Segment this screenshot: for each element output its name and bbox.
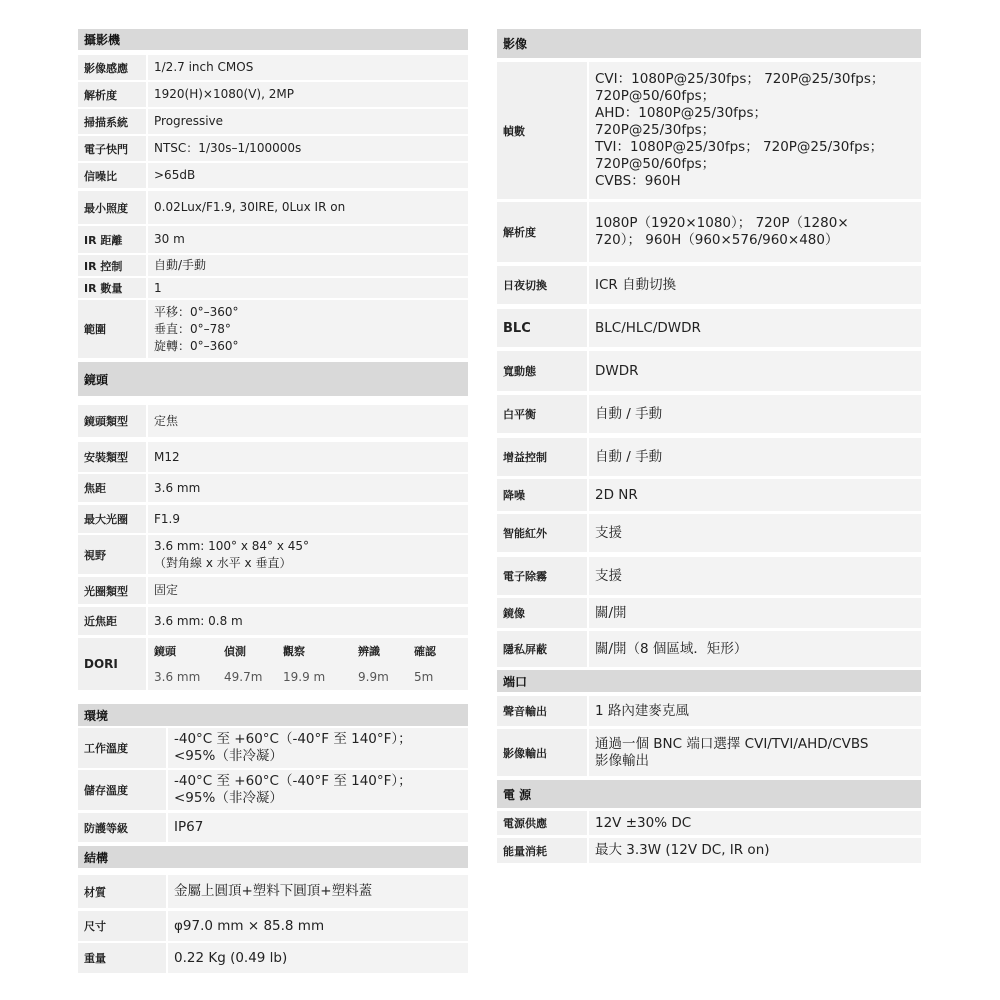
spec-value: 30 m [148,226,468,253]
spec-value: 自動/手動 [148,255,468,276]
dori-value-cell: 9.9m [358,669,389,684]
spec-row [497,557,921,595]
spec-value: 1 [148,278,468,298]
spec-label: 尺寸 [78,911,166,941]
spec-label: 影像輸出 [497,729,587,776]
spec-value: -40°C 至 +60°C（-40°F 至 140°F）； <95%（非冷凝） [168,728,468,768]
dori-value-cell: 3.6 mm [154,669,201,684]
spec-label: 解析度 [497,202,587,262]
spec-label: 近焦距 [78,607,146,635]
spec-row [497,729,921,776]
spec-label: 儲存溫度 [78,770,166,810]
spec-value: 3.6 mm: 100° x 84° x 45° （對角線 x 水平 x 垂直） [148,535,468,574]
spec-value: 關/開 [589,598,921,628]
spec-label: 智能紅外 [497,514,587,552]
spec-label: 焦距 [78,474,146,502]
spec-value: BLC/HLC/DWDR [589,309,921,347]
spec-label: 光圈類型 [78,577,146,604]
spec-label: 電子除霧 [497,557,587,595]
spec-row [497,351,921,391]
section-header-environment: 環境 [78,704,468,726]
spec-label: 掃描系統 [78,109,146,134]
spec-value: 0.22 Kg (0.49 lb) [168,943,468,973]
dori-header-cell: 偵測 [224,644,246,658]
spec-row [497,598,921,628]
section-header-lens: 鏡頭 [78,362,468,396]
spec-value: 12V ±30% DC [589,811,921,835]
section-header-ports: 端口 [497,670,921,692]
spec-row [497,811,921,835]
spec-label: 降噪 [497,479,587,511]
spec-label: 聲音輸出 [497,696,587,726]
spec-row [497,395,921,433]
spec-row [497,309,921,347]
spec-value: NTSC：1/30s–1/100000s [148,136,468,161]
spec-label: IR 數量 [78,278,146,298]
spec-value: 3.6 mm: 0.8 m [148,607,468,635]
dori-value-cell: 19.9 m [283,669,326,684]
spec-label: 重量 [78,943,166,973]
spec-label: 影像感應 [78,55,146,80]
spec-value: 1920(H)×1080(V), 2MP [148,82,468,107]
spec-label: 材質 [78,875,166,908]
spec-value: 關/開（8 個區域．矩形） [589,631,921,667]
spec-label: 最小照度 [78,191,146,224]
spec-label: 寬動態 [497,351,587,391]
spec-label: 能量消耗 [497,838,587,863]
spec-label: IR 控制 [78,255,146,276]
spec-row [497,479,921,511]
spec-row [497,62,921,199]
spec-value: 2D NR [589,479,921,511]
spec-row [497,266,921,304]
spec-label: IR 距離 [78,226,146,253]
spec-value: 平移：0°–360° 垂直：0°–78° 旋轉：0°–360° [148,300,468,358]
spec-value: CVI：1080P@25/30fps； 720P@25/30fps； 720P@50/60fps； AHD：1080P@25/30fps； 720P@25/30fps； TVI：1080P@25/30fps； 720P@25/30fps； 720P@50/60fps； CVBS：960H [589,62,921,199]
spec-value: 定焦 [148,405,468,437]
spec-value: 自動 / 手動 [589,438,921,476]
spec-value: M12 [148,442,468,472]
spec-label: 白平衡 [497,395,587,433]
section-header-power: 電 源 [497,780,921,808]
spec-label: 增益控制 [497,438,587,476]
dori-header-cell: 確認 [414,644,436,658]
spec-row [497,438,921,476]
dori-header-cell: 辨識 [358,644,380,658]
spec-value: 3.6 mm [148,474,468,502]
spec-value: 0.02Lux/F1.9, 30IRE, 0Lux IR on [148,191,468,224]
spec-value: ICR 自動切換 [589,266,921,304]
spec-label: DORI [78,638,146,690]
spec-value: 1 路內建麥克風 [589,696,921,726]
spec-label: 範圍 [78,300,146,358]
spec-value: 金屬上圓頂+塑料下圓頂+塑料蓋 [168,875,468,908]
spec-row [497,838,921,863]
spec-row [497,202,921,262]
spec-value: -40°C 至 +60°C（-40°F 至 140°F）； <95%（非冷凝） [168,770,468,810]
spec-label: 日夜切換 [497,266,587,304]
spec-value: Progressive [148,109,468,134]
spec-value: 通過一個 BNC 端口選擇 CVI/TVI/AHD/CVBS 影像輸出 [589,729,921,776]
spec-value: 1080P（1920×1080）； 720P（1280× 720）； 960H（960×576/960×480） [589,202,921,262]
spec-label: 防護等級 [78,813,166,842]
section-header-structure: 結構 [78,846,468,868]
spec-label: 鏡頭類型 [78,405,146,437]
spec-label: 安裝類型 [78,442,146,472]
spec-value: F1.9 [148,505,468,533]
spec-label: 隱私屏蔽 [497,631,587,667]
dori-value-cell: 5m [414,669,434,684]
spec-value: 自動 / 手動 [589,395,921,433]
spec-value: 固定 [148,577,468,604]
spec-value: φ97.0 mm × 85.8 mm [168,911,468,941]
section-header-camera: 攝影機 [78,29,468,50]
dori-header-cell: 鏡頭 [154,644,176,658]
spec-label: 幀數 [497,62,587,199]
spec-value: 1/2.7 inch CMOS [148,55,468,80]
spec-label: BLC [497,309,587,347]
spec-value: >65dB [148,163,468,188]
spec-label: 電子快門 [78,136,146,161]
spec-label: 電源供應 [497,811,587,835]
spec-label: 視野 [78,535,146,574]
dori-value-cell: 49.7m [224,669,263,684]
spec-label: 工作溫度 [78,728,166,768]
spec-row [497,696,921,726]
spec-label: 最大光圈 [78,505,146,533]
spec-value: 支援 [589,557,921,595]
spec-value: DWDR [589,351,921,391]
spec-label: 鏡像 [497,598,587,628]
section-header-image: 影像 [497,29,921,58]
spec-row [497,631,921,667]
spec-label: 解析度 [78,82,146,107]
spec-value: 最大 3.3W (12V DC, IR on) [589,838,921,863]
dori-header-cell: 觀察 [283,644,305,658]
spec-row [497,514,921,552]
spec-label: 信噪比 [78,163,146,188]
spec-value: IP67 [168,813,468,842]
spec-value: 支援 [589,514,921,552]
